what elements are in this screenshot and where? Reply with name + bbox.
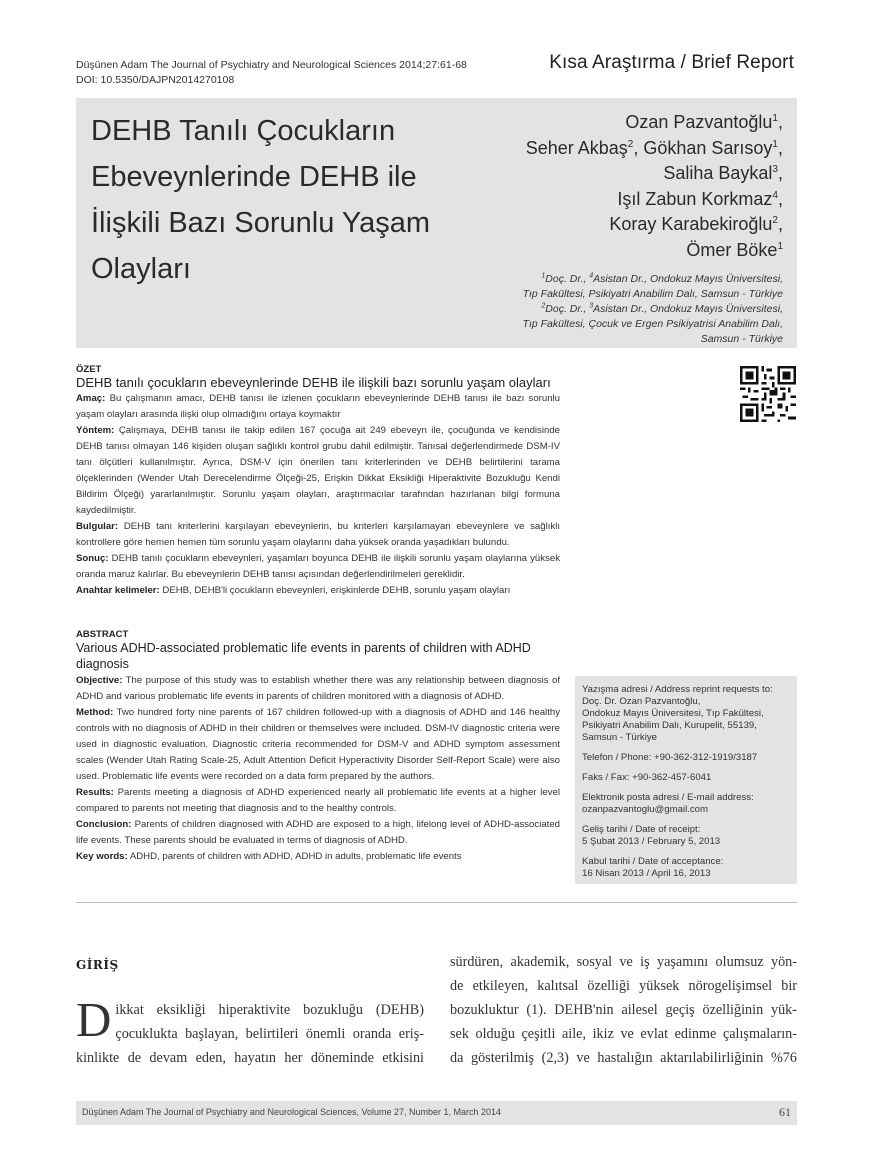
report-type: Kısa Araştırma / Brief Report [549, 52, 794, 73]
ozet-section [76, 364, 560, 599]
ozet-paragraph [76, 551, 560, 583]
body-line: sürdüren, akademik, sosyal ve iş yaşamını olumsuz yön- [450, 954, 797, 970]
abstract-section [76, 629, 560, 865]
section-divider [76, 902, 797, 903]
author-name: Seher Akbaş [525, 137, 628, 158]
receipt-label: Geliş tarihi / Date of receipt: [582, 824, 701, 835]
title-line: Ebeveynlerinde DEHB ile [91, 161, 417, 193]
body-column-right [450, 950, 797, 1070]
affil-text: Samsun - Türkiye [700, 333, 783, 345]
ozet-yontem-label: Yöntem: [76, 425, 115, 436]
abstract-paragraph [76, 705, 560, 785]
address-line: Ondokuz Mayıs Üniversitesi, Tıp Fakültesi, [582, 708, 764, 719]
receipt-value: 5 Şubat 2013 / February 5, 2013 [582, 836, 721, 847]
body-line: çocuklukta başlayan, belirtileri önemli oranda eriş- [115, 1026, 424, 1042]
body-line: sek olduğu çeşitli aile, ikiz ve evlat edinme çalışmaların- [450, 1026, 797, 1042]
affil-text: Tıp Fakültesi, Psikiyatri Anabilim Dalı, Samsun - Türkiye [522, 288, 783, 300]
ozet-title: DEHB tanılı çocukların ebeveynlerinde DEHB ile ilişkili bazı sorunlu yaşam olayları [76, 375, 551, 390]
page-number: 61 [779, 1105, 791, 1119]
acceptance-value: 16 Nisan 2013 / April 16, 2013 [582, 868, 711, 879]
abstract-conclusion: Parents of children diagnosed with ADHD are exposed to a high, lifelong level of ADHD-associated life events. These parents should be evaluated in terms of diagnosis of ADHD. [76, 819, 560, 846]
ozet-bulgular: DEHB tanı kriterlerini karşılayan ebeveynlerin, bu kriterleri karşılamayan ebeveynlere ve sağlıklı kontrollere göre hemen hemen tüm sorunlu yaşam olaylarını daha yüksek oranda yaşadıkları bulundu. [76, 521, 560, 548]
giris-heading: GİRİŞ [76, 958, 119, 972]
author-affil-number: 4 [772, 189, 778, 201]
affiliations [523, 272, 783, 347]
ozet-sonuc-label: Sonuç: [76, 553, 109, 564]
abstract-objective: The purpose of this study was to establish whether there was any relationship between diagnosis of ADHD and various problematic life events in parents of children monitored with a diagnosis of ADHD. [76, 675, 560, 702]
ozet-paragraph [76, 423, 560, 519]
affil-text: Asistan Dr., Ondokuz Mayıs Üniversitesi, [593, 303, 783, 315]
phone: Telefon / Phone: +90-362-312-1919/3187 [582, 752, 758, 763]
address-line: Psikiyatri Anabilim Dalı, Kurupelit, 55139, [582, 720, 757, 731]
author-sep: , [777, 112, 783, 132]
affil-text: Doç. Dr., [545, 303, 590, 315]
affil-number: 3 [589, 302, 594, 310]
drop-cap: D [76, 992, 112, 1047]
ozet-paragraph [76, 519, 560, 551]
email-link[interactable]: ozanpazvantoglu@gmail.com [582, 804, 708, 815]
email-block [582, 792, 790, 816]
email-label: Elektronik posta adresi / E-mail address: [582, 792, 754, 803]
page-footer [76, 1101, 797, 1125]
author-affil-number: 3 [772, 164, 778, 175]
author-affil-number: 2 [627, 138, 634, 150]
author-sep: , [633, 137, 644, 158]
affil-text: Doç. Dr., [545, 273, 590, 285]
affil-number: 2 [541, 302, 546, 310]
correspondence-label: Yazışma adresi / Address reprint requests to: [582, 684, 773, 695]
author-name: Ömer Böke [686, 239, 778, 260]
author-affil-number: 1 [772, 113, 778, 124]
footer-citation: Düşünen Adam The Journal of Psychiatry and Neurological Sciences, Volume 27, Number 1, March 2014 [82, 1107, 502, 1117]
abstract-keywords-label: Key words: [76, 851, 128, 862]
abstract-keywords: ADHD, parents of children with ADHD, ADHD in adults, problematic life events [127, 851, 462, 862]
abstract-title: Various ADHD-associated problematic life events in parents of children with ADHD diagnosis [76, 641, 531, 671]
author-name: Saliha Baykal [663, 163, 773, 183]
body-line: kinlikte de devam eden, hayatın her döneminde etkisini [76, 1050, 424, 1066]
article-title [91, 108, 431, 292]
acceptance-label: Kabul tarihi / Date of acceptance: [582, 856, 724, 867]
author-name: Ozan Pazvantoğlu [625, 112, 773, 132]
title-line: Olayları [91, 253, 191, 285]
author-affil-number: 1 [772, 138, 778, 150]
ozet-keywords-label: Anahtar kelimeler: [76, 585, 160, 596]
journal-citation: Düşünen Adam The Journal of Psychiatry and Neurological Sciences 2014;27:61-68 [76, 59, 467, 71]
author-sep: , [777, 137, 783, 158]
author-name: Koray Karabekiroğlu [609, 214, 773, 234]
abstract-method-label: Method: [76, 707, 114, 718]
fax: Faks / Fax: +90-362-457-6041 [582, 772, 712, 783]
qr-code-icon [740, 366, 796, 422]
affil-number: 4 [589, 272, 594, 280]
ozet-heading: ÖZET [76, 364, 102, 375]
ozet-yontem: Çalışmaya, DEHB tanısı ile takip edilen 167 çocuğa ait 249 ebeveyn ile, çocuğunda ve kendisinde DEHB tanısı olmayan 146 kişiden oluşan sağlıklı kontrol grubu dahil edilmiştir. Tanısal değerlendirmede DSM-IV tanı ölçütleri kullanılmıştır. Ayrıca, DSM-V için önerilen tanı kriterlerinden ve DEHB belirtilerini tarama ölçeklerinden (Wender Utah Derecelendirme Ölçeği-25, Erişkin Dikkat Eksikliği Hiperaktivite Bozukluğu Kendi Bildirim Ölçeği) yararlanılmıştır. Sorunlu yaşam olayları, araştırmacılar tarafından hazırlanan bilgi formuna kaydedilmiştir. [76, 425, 560, 516]
abstract-paragraph [76, 817, 560, 849]
correspondence-box [575, 676, 797, 884]
title-box [76, 98, 797, 348]
affil-text: Asistan Dr., Ondokuz Mayıs Üniversitesi, [593, 273, 783, 285]
author-name: Işıl Zabun Korkmaz [617, 188, 773, 209]
body-line: da gösterilmiş (2,3) ve hastalığın aktarılabilirliğinin %76 [450, 1050, 797, 1066]
affil-number: 1 [541, 272, 546, 280]
body-line: de etkileyen, kalıtsal özelliği yüksek nörogelişimsel bir [450, 978, 797, 994]
abstract-results-label: Results: [76, 787, 114, 798]
abstract-objective-label: Objective: [76, 675, 123, 686]
abstract-paragraph [76, 785, 560, 817]
address-line: Doç. Dr. Ozan Pazvantoğlu, [582, 696, 701, 707]
ozet-paragraph [76, 583, 560, 599]
author-sep: , [777, 214, 783, 234]
abstract-paragraph [76, 673, 560, 705]
author-list [526, 110, 783, 263]
abstract-paragraph [76, 849, 560, 865]
author-affil-number: 1 [777, 240, 783, 252]
body-line: bozukluktur (1). DEHB'nin ailesel geçiş özelliğinin yük- [450, 1002, 797, 1018]
title-line: İlişkili Bazı Sorunlu Yaşam [91, 207, 431, 239]
receipt-date [582, 824, 790, 848]
author-name: Gökhan Sarısoy [643, 137, 773, 158]
body-column-left [76, 992, 424, 1070]
acceptance-date [582, 856, 790, 880]
affil-text: Tıp Fakültesi, Çocuk ve Ergen Psikiyatrisi Anabilim Dalı, [522, 318, 783, 330]
address-line: Samsun - Türkiye [582, 732, 657, 743]
ozet-amac: Bu çalışmanın amacı, DEHB tanısı ile izlenen çocukların ebeveynlerinde DEHB tanısı ile bazı sorunlu yaşam olayları arasında ilişki olup olmadığını ortaya koymaktır [76, 393, 560, 420]
doi: DOI: 10.5350/DAJPN2014270108 [76, 74, 235, 86]
author-sep: , [777, 163, 783, 183]
correspondence-address [582, 684, 790, 744]
ozet-keywords: DEHB, DEHB'li çocukların ebeveynleri, erişkinlerde DEHB, sorunlu yaşam olayları [159, 585, 511, 596]
abstract-heading: ABSTRACT [76, 629, 129, 640]
ozet-sonuc: DEHB tanılı çocukların ebeveynleri, yaşamları boyunca DEHB ile ilişkili sorunlu yaşam olaylarına yüksek oranda maruz kalırlar. Bu ebeveynlerin DEHB tanısı açısından değerlendirilmeleri gereklidir. [76, 553, 560, 580]
journal-reference [76, 58, 467, 88]
ozet-paragraph [76, 391, 560, 423]
ozet-amac-label: Amaç: [76, 393, 106, 404]
title-line: DEHB Tanılı Çocukların [91, 115, 396, 147]
author-affil-number: 2 [772, 215, 778, 226]
abstract-method: Two hundred forty nine parents of 167 children followed-up with a diagnosis of ADHD and 146 healthy controls with no diagnosis of ADHD in their children or themselves were included. DSM-IV diagnostic criteria were used in diagnostic evaluation. Diagnostic criteria recommended for DSM-V and ADHD symptom assessment scales (Wender Utah Rating Scale-25, Adult Attention Deficit Hyperactivity Disorder Self-Report Scale) were also used. Problematic life events were recorded on a data form prepared by the authors. [76, 707, 560, 782]
abstract-conclusion-label: Conclusion: [76, 819, 132, 830]
author-sep: , [777, 188, 783, 209]
body-line: ikkat eksikliği hiperaktivite bozukluğu (DEHB) [115, 1002, 424, 1018]
ozet-bulgular-label: Bulgular: [76, 521, 119, 532]
abstract-results: Parents meeting a diagnosis of ADHD experienced nearly all problematic life events at a higher level compared to parents not meeting that diagnosis and to the healthy controls. [76, 787, 560, 814]
